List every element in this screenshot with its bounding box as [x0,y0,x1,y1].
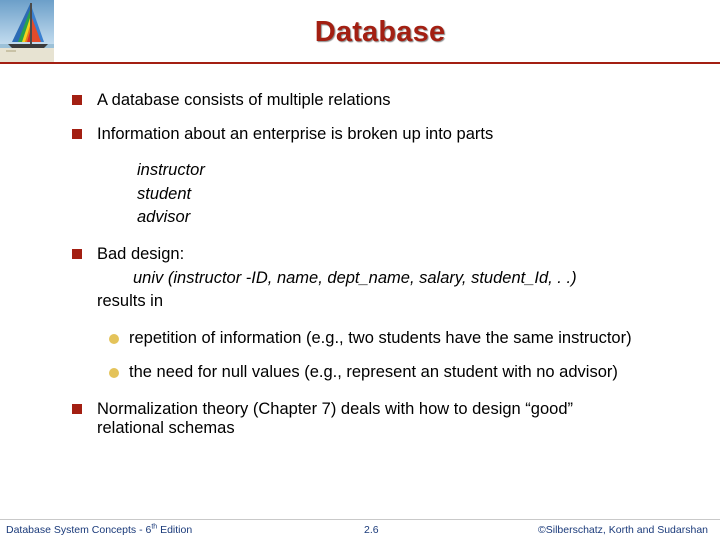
bullet-text: A database consists of multiple relations [97,91,391,109]
footer-book-title [6,524,192,536]
circle-bullet-icon [109,334,119,344]
footer-book-prefix: Database System Concepts - 6 [6,524,152,536]
footer-page-number: 2.6 [364,524,379,536]
circle-bullet-icon [109,368,119,378]
footer-book-suffix: Edition [157,524,193,536]
normalization-text-line2: relational schemas [97,419,235,437]
part-item: student [137,185,192,203]
square-bullet-icon [70,127,84,141]
footer-divider [0,519,720,520]
square-bullet-icon [70,93,84,107]
title-divider [0,62,720,64]
part-item: instructor [137,161,205,179]
bullet-text: Information about an enterprise is broken up into parts [97,125,494,143]
normalization-text-line1: Normalization theory (Chapter 7) deals with how to design “good” [97,400,573,418]
part-item: advisor [137,208,191,226]
sub-bullet-text: repetition of information (e.g., two students have the same instructor) [129,329,632,347]
bad-design-label: Bad design: [97,245,185,263]
page-title: Database [314,16,446,48]
footer-book-sup: th [151,523,158,531]
bad-design-schema: univ (instructor -ID, name, dept_name, salary, student_Id, . .) [133,269,577,287]
sub-bullet-text: the need for null values (e.g., represent an student with no advisor) [129,363,618,381]
footer-copyright: ©Silberschatz, Korth and Sudarshan [538,524,708,536]
results-in-text: results in [97,292,164,310]
square-bullet-icon [70,247,84,261]
square-bullet-icon [70,402,84,416]
